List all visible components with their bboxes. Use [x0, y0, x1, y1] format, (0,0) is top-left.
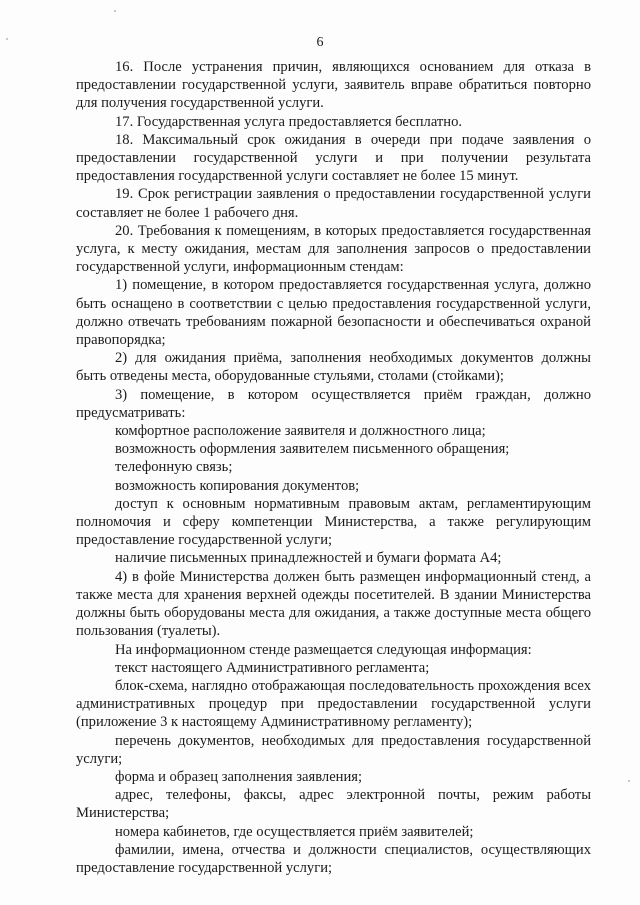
paragraph: 4) в фойе Министерства должен быть размещен информационный стенд, а также места для хранения верхней одежды посетителей. В здании Министерства должны быть оборудованы места для ожидания, а также доступные места общего пользования (туалеты).: [76, 568, 591, 640]
paragraph: 20. Требования к помещениям, в которых предоставляется государственная услуга, к месту ожидания, местам для заполнения запросов о предоставлении государственной услуги, информационным стендам:: [76, 222, 591, 276]
paragraph: 3) помещение, в котором осуществляется приём граждан, должно предусматривать:: [76, 386, 591, 421]
paragraph: перечень документов, необходимых для предоставления государственной услуги;: [76, 732, 591, 767]
scan-speck: [628, 780, 630, 782]
paragraph: 17. Государственная услуга предоставляется бесплатно.: [115, 113, 463, 130]
paragraph: 1) помещение, в котором предоставляется государственная услуга, должно быть оснащено в соответствии с целью предоставления государственной услуги, должно отвечать требованиям пожарной безопасности и обеспечиваться охраной правопорядка;: [76, 277, 591, 349]
scan-speck: [114, 10, 116, 12]
paragraph: телефонную связь;: [115, 459, 233, 476]
document-body: [76, 58, 591, 877]
paragraph: блок-схема, наглядно отображающая последовательность прохождения всех административных процедур при предоставлении государственной услуги (приложение 3 к настоящему Административному регламенту);: [76, 677, 591, 731]
paragraph: адрес, телефоны, факсы, адрес электронной почты, режим работы Министерства;: [76, 787, 591, 822]
paragraph: возможность оформления заявителем письменного обращения;: [115, 441, 510, 458]
paragraph: возможность копирования документов;: [115, 477, 360, 494]
paragraph: доступ к основным нормативным правовым актам, регламентирующим полномочия и сферу компетенции Министерства, а также регулирующим предоставление государственной услуги;: [76, 495, 591, 549]
paragraph: наличие письменных принадлежностей и бумаги формата А4;: [115, 550, 502, 567]
paragraph: 18. Максимальный срок ожидания в очереди при подаче заявления о предоставлении государственной услуги и при получении результата предоставления государственной услуги составляет не более 15 минут.: [76, 131, 591, 185]
paragraph: фамилии, имена, отчества и должности специалистов, осуществляющих предоставление государственной услуги;: [76, 841, 591, 876]
paragraph: текст настоящего Административного регламента;: [115, 659, 430, 676]
page-number: 6: [316, 35, 324, 50]
paragraph: форма и образец заполнения заявления;: [115, 768, 363, 785]
paragraph: 19. Срок регистрации заявления о предоставлении государственной услуги составляет не более 1 рабочего дня.: [76, 186, 591, 221]
paragraph: 16. После устранения причин, являющихся основанием для отказа в предоставлении государственной услуги, заявитель вправе обратиться повторно для получения государственной услуги.: [76, 59, 591, 112]
paragraph: 2) для ожидания приёма, заполнения необходимых документов должны быть отведены места, оборудованные стульями, столами (стойками);: [76, 350, 591, 385]
paragraph: На информационном стенде размещается следующая информация:: [115, 641, 532, 658]
paragraph: номера кабинетов, где осуществляется приём заявителей;: [115, 823, 474, 840]
paragraph: комфортное расположение заявителя и должностного лица;: [115, 423, 486, 440]
